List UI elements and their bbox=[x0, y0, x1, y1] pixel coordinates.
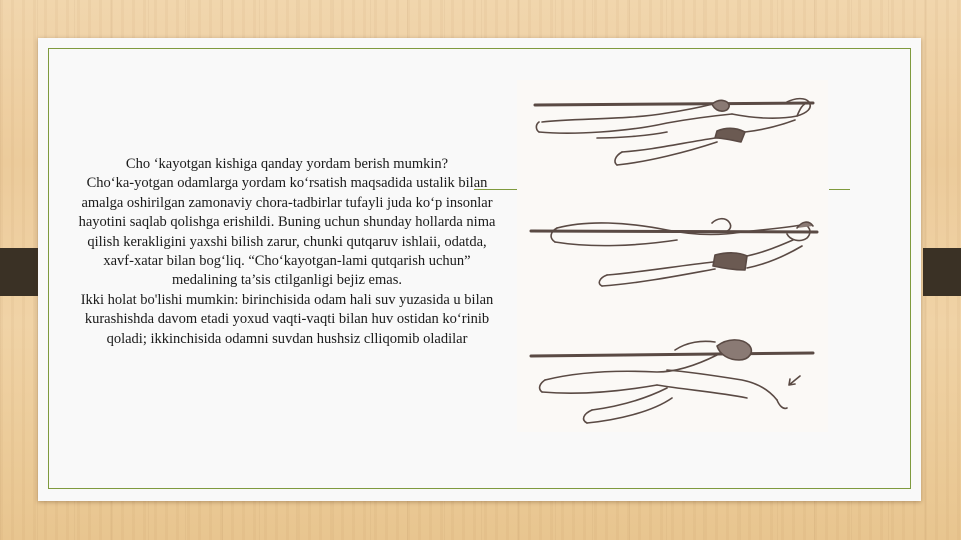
rescue-scene-1 bbox=[535, 99, 813, 165]
paragraph-question: Cho ‘kayotgan kishiga qanday yordam berish mumkin? bbox=[125, 156, 449, 172]
title-rule-right bbox=[829, 189, 850, 190]
body-text-block bbox=[72, 155, 502, 349]
rescue-scene-2 bbox=[531, 219, 817, 286]
rescue-scene-3 bbox=[531, 340, 813, 423]
paragraph-two-cases: Ikki holat bo'lishi mumkin: birinchisida odam hali suv yuzasida u bilan kurashishda davom etadi yoxud vaqti-vaqti bilan huv ostidan ko‘rinib qoladi; ikkinchisida odamni suvdan hushsiz clliqomib oladilar bbox=[80, 291, 494, 347]
paragraph-rescue-intro: Cho‘ka-yotgan odamlarga yordam ko‘rsatish maqsadida ustalik bilan amalga oshirilgan zamonaviy chora-tadbirlar tufayli juda ko‘p insonlar hayotini saqlab qolishga erishildi. Buning uchun shunday hollarda nima qilish kerakligini yaxshi bilish zarur, chunki qutqaruv ishlaii, odatda, xavf-xatar bilan bog‘liq. “Cho‘kayotgan-lami qutqarish uchun” medalining ta’sis ctilganligi bejiz emas. bbox=[78, 175, 496, 289]
right-side-tab bbox=[923, 248, 961, 296]
left-side-tab bbox=[0, 248, 38, 296]
rescue-swimming-drawing-icon bbox=[517, 80, 828, 432]
